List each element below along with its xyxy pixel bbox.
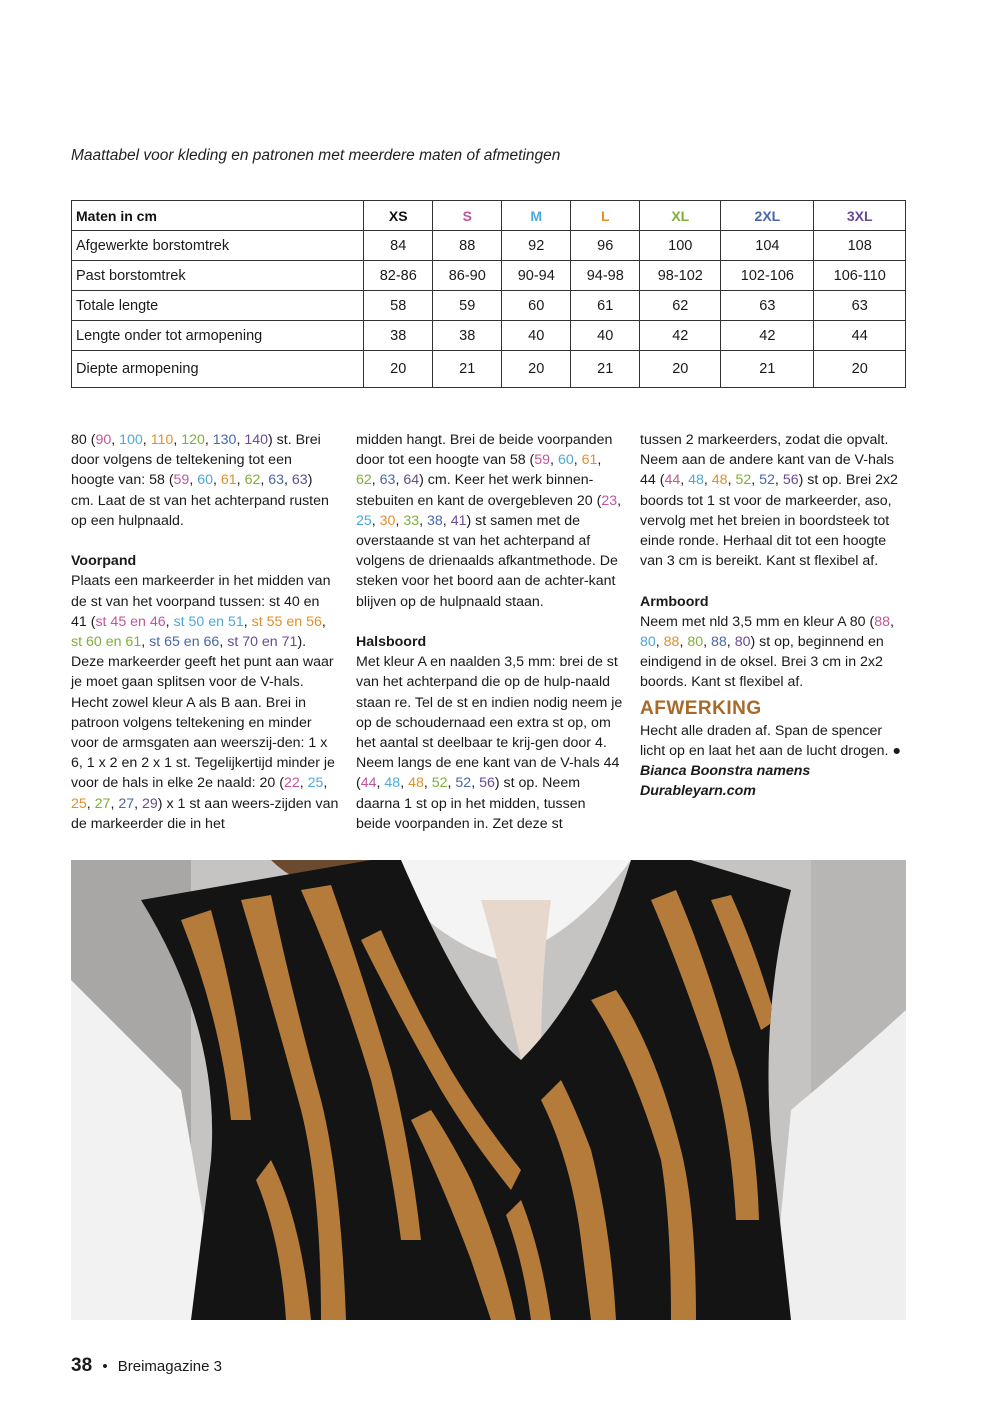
table-cell: 21 xyxy=(721,351,814,388)
size-value: 29 xyxy=(142,795,158,812)
text-segment: ) st. Brei door volgens de teltekening tot een hoogte van: 58 ( xyxy=(71,432,321,489)
table-cell: 20 xyxy=(364,351,433,388)
text-segment: , xyxy=(134,795,143,812)
size-value: 44 xyxy=(360,775,377,792)
size-value: 41 xyxy=(450,512,467,529)
page-number: 38 xyxy=(71,1355,93,1376)
size-header-xs: XS xyxy=(364,201,433,231)
text-segment: , xyxy=(189,472,198,489)
size-value: 90 xyxy=(95,432,112,448)
text-segment: , xyxy=(284,472,292,489)
sweater-vest-photo xyxy=(71,860,906,1320)
text-segment: Met kleur A en naalden 3,5 mm: brei de st van het achterpand die op de hulp-naald staan re. Tel de st en indien nodig neem je op de schoudernaad een extra st op, om het aantal st deelbaar te krij-gen door 4. Neem langs de ene kant van de V-hals 44 ( xyxy=(356,654,623,792)
table-cell: 106-110 xyxy=(814,261,906,291)
text-segment: , xyxy=(573,452,582,469)
table-cell: 58 xyxy=(364,291,433,321)
table-cell: 40 xyxy=(502,321,571,351)
table-cell: 38 xyxy=(364,321,433,351)
text-segment: , xyxy=(471,775,480,792)
size-value: 63 xyxy=(268,472,285,489)
size-value: 52 xyxy=(735,472,752,489)
text-segment: , xyxy=(299,775,308,792)
text-segment: Plaats een markeerder in het midden van de st van het voorpand tussen: st 40 en 41 ( xyxy=(71,573,331,630)
column-1 xyxy=(71,430,339,834)
table-cell: 40 xyxy=(571,321,640,351)
page-footer xyxy=(71,1355,222,1377)
table-cell: 20 xyxy=(814,351,906,388)
table-cell: 108 xyxy=(814,231,906,261)
size-value: 61 xyxy=(581,452,598,469)
table-cell: 38 xyxy=(433,321,502,351)
table-caption: Maattabel voor kleding en patronen met meerdere maten of afmetingen xyxy=(71,147,561,164)
text-segment: , xyxy=(371,512,380,529)
size-value: 59 xyxy=(173,472,190,489)
voorpanden-paragraph xyxy=(356,430,624,612)
halsboord-heading: Halsboord xyxy=(356,634,427,651)
text-segment: , xyxy=(703,634,712,651)
size-value: 25 xyxy=(307,775,324,792)
size-value: st 60 en 61 xyxy=(71,634,142,651)
text-segment: ). Deze markeerder geeft het punt aan waar je moet gaan splitsen voor de V-hals. Hecht zowel kleur A als B aan. Brei in patroon volgens teltekening en minder voor de armsgaten aan weerszij-den: 1 x 6, 1 x 2 en 2 x 1 st. Tegelijkertijd minder je voor de hals in elke 2e naald: 20 ( xyxy=(71,634,335,792)
halsboord-paragraph xyxy=(356,652,624,834)
table-cell: 96 xyxy=(571,231,640,261)
table-cell: 42 xyxy=(721,321,814,351)
table-cell: 90-94 xyxy=(502,261,571,291)
text-segment: , xyxy=(321,613,326,630)
text-segment: , xyxy=(550,452,558,469)
size-value: 27 xyxy=(118,795,135,812)
table-cell: 84 xyxy=(364,231,433,261)
size-header-m: M xyxy=(502,201,571,231)
halsboord-continued-paragraph xyxy=(640,430,908,571)
size-value: 63 xyxy=(291,472,308,489)
text-segment: 80 ( xyxy=(71,432,96,448)
size-value: 56 xyxy=(782,472,799,489)
size-value: 48 xyxy=(688,472,704,489)
size-value: 80 xyxy=(640,634,656,651)
size-value: st 45 en 46 xyxy=(95,613,166,630)
size-value: 48 xyxy=(408,775,424,792)
size-value: 80 xyxy=(734,634,751,651)
text-segment: , xyxy=(111,432,120,448)
row-label: Diepte armopening xyxy=(72,351,364,388)
table-cell: 86-90 xyxy=(433,261,502,291)
table-cell: 42 xyxy=(640,321,721,351)
size-value: 62 xyxy=(244,472,261,489)
size-value: 88 xyxy=(874,613,890,630)
size-table xyxy=(71,200,906,388)
text-segment: , xyxy=(86,795,95,812)
text-segment: midden hangt. Brei de beide voorpanden door tot een hoogte van 58 ( xyxy=(356,432,613,469)
table-row xyxy=(72,261,906,291)
table-cell: 98-102 xyxy=(640,261,721,291)
text-segment: , xyxy=(419,512,428,529)
size-value: 140 xyxy=(244,432,268,448)
size-value: st 55 en 56 xyxy=(251,613,322,630)
table-cell: 20 xyxy=(502,351,571,388)
size-value: 61 xyxy=(220,472,237,489)
text-segment: , xyxy=(371,472,380,489)
text-segment: , xyxy=(395,472,404,489)
size-value: 48 xyxy=(384,775,401,792)
text-segment: , xyxy=(165,613,174,630)
table-cell: 44 xyxy=(814,321,906,351)
table-cell: 102-106 xyxy=(721,261,814,291)
size-value: 33 xyxy=(403,512,420,529)
armboord-paragraph xyxy=(640,612,908,693)
footer-bullet: • xyxy=(102,1358,108,1375)
afwerking-paragraph: Hecht alle draden af. Span de spencer licht op en laat het aan de lucht drogen. ● xyxy=(640,722,901,759)
size-value: 27 xyxy=(94,795,111,812)
voorpand-paragraph xyxy=(71,571,339,834)
table-cell: 21 xyxy=(433,351,502,388)
text-segment: , xyxy=(617,492,622,509)
text-segment: , xyxy=(889,613,894,630)
table-cell: 60 xyxy=(502,291,571,321)
table-cell: 59 xyxy=(433,291,502,321)
voorpand-heading: Voorpand xyxy=(71,553,137,570)
table-cell: 94-98 xyxy=(571,261,640,291)
text-segment: ) st op. Neem daarna 1 st op in het midden, tussen beide voorpanden in. Zet deze st xyxy=(356,775,586,832)
text-segment: , xyxy=(726,634,735,651)
size-value: 52 xyxy=(455,775,472,792)
text-segment: , xyxy=(213,472,221,489)
size-value: 120 xyxy=(181,432,205,448)
text-segment: , xyxy=(400,775,409,792)
text-segment: , xyxy=(447,775,456,792)
text-segment: , xyxy=(703,472,712,489)
size-value: st 50 en 51 xyxy=(173,613,244,630)
table-cell: 82-86 xyxy=(364,261,433,291)
table-cell: 20 xyxy=(640,351,721,388)
size-value: 100 xyxy=(119,432,143,448)
size-value: 52 xyxy=(431,775,448,792)
text-segment: , xyxy=(141,634,150,651)
text-segment: , xyxy=(219,634,228,651)
size-value: 88 xyxy=(711,634,727,651)
size-value: 63 xyxy=(379,472,396,489)
text-segment: , xyxy=(236,432,245,448)
size-value: 80 xyxy=(687,634,704,651)
table-cell: 62 xyxy=(640,291,721,321)
size-header-2xl: 2XL xyxy=(721,201,814,231)
magazine-title: Breimagazine 3 xyxy=(117,1358,222,1375)
size-value: 56 xyxy=(479,775,495,792)
size-header-l: L xyxy=(571,201,640,231)
text-segment: ) cm. Keer het werk binnen-stebuiten en kant de overgebleven 20 ( xyxy=(356,472,602,509)
text-segment: , xyxy=(751,472,760,489)
size-value: 62 xyxy=(356,472,372,489)
text-segment: Neem met nld 3,5 mm en kleur A 80 ( xyxy=(640,613,875,630)
text-segment: , xyxy=(260,472,269,489)
size-value: 25 xyxy=(71,795,87,812)
text-segment: , xyxy=(110,795,119,812)
table-header-label: Maten in cm xyxy=(72,201,364,231)
size-value: 88 xyxy=(663,634,680,651)
text-segment: ) x 1 st aan weers-zijden van de markeerder die in het xyxy=(71,795,339,832)
row-label: Lengte onder tot armopening xyxy=(72,321,364,351)
text-segment: tussen 2 markeerders, zodat die opvalt. Neem aan de andere kant van de V-hals 44 ( xyxy=(640,432,894,489)
text-segment: , xyxy=(323,775,328,792)
text-segment: , xyxy=(680,472,689,489)
table-cell: 92 xyxy=(502,231,571,261)
size-value: 30 xyxy=(379,512,396,529)
row-label: Past borstomtrek xyxy=(72,261,364,291)
table-cell: 21 xyxy=(571,351,640,388)
text-segment: , xyxy=(442,512,451,529)
table-cell: 88 xyxy=(433,231,502,261)
text-segment: , xyxy=(597,452,602,469)
text-segment: , xyxy=(376,775,385,792)
size-value: 64 xyxy=(403,472,420,489)
size-value: 60 xyxy=(197,472,213,489)
text-segment: ) cm. Laat de st van het achterpand rusten op een hulpnaald. xyxy=(71,472,329,529)
table-cell: 104 xyxy=(721,231,814,261)
table-cell: 100 xyxy=(640,231,721,261)
size-value: 110 xyxy=(150,432,174,448)
size-value: st 70 en 71 xyxy=(227,634,298,651)
table-cell: 63 xyxy=(814,291,906,321)
size-value: 23 xyxy=(601,492,618,509)
table-row xyxy=(72,351,906,388)
row-label: Afgewerkte borstomtrek xyxy=(72,231,364,261)
size-value: 130 xyxy=(212,432,237,448)
text-segment: , xyxy=(243,613,252,630)
size-value: 60 xyxy=(557,452,574,469)
column-2 xyxy=(356,430,624,834)
text-segment: , xyxy=(395,512,404,529)
column-3 xyxy=(640,430,908,801)
size-value: 22 xyxy=(283,775,300,792)
size-header-xl: XL xyxy=(640,201,721,231)
size-value: 44 xyxy=(664,472,681,489)
table-header-row xyxy=(72,201,906,231)
text-segment: ) st op. Brei 2x2 boords tot 1 st voor de markeerder, aso, vervolg met het breien in boordsteek tot einde ronde. Herhaal dit tot een hoogte van 3 cm is bereikt. Kant st flexibel af. xyxy=(640,472,898,570)
row-label: Totale lengte xyxy=(72,291,364,321)
size-header-s: S xyxy=(433,201,502,231)
text-segment: , xyxy=(423,775,432,792)
table-row xyxy=(72,321,906,351)
size-value: 59 xyxy=(534,452,551,469)
table-row xyxy=(72,231,906,261)
size-value: 48 xyxy=(711,472,728,489)
table-cell: 63 xyxy=(721,291,814,321)
text-segment: , xyxy=(204,432,213,448)
size-value: 25 xyxy=(356,512,372,529)
size-value: 52 xyxy=(759,472,775,489)
author-signature: Bianca Boonstra namens Durableyarn.com xyxy=(640,763,811,800)
intro-paragraph xyxy=(71,430,339,531)
table-row xyxy=(72,291,906,321)
text-segment: , xyxy=(679,634,688,651)
afwerking-heading: AFWERKING xyxy=(640,697,762,719)
text-segment: ) st samen met de overstaande st van het achterpand af volgens de drienaalds afkantmethode. De steken voor het boord aan de achter-kant blijven op de hulpnaald staan. xyxy=(356,512,618,610)
size-header-3xl: 3XL xyxy=(814,201,906,231)
text-segment: , xyxy=(236,472,245,489)
armboord-heading: Armboord xyxy=(640,593,709,610)
text-segment: , xyxy=(655,634,664,651)
text-segment: ) st op, beginnend en eindigend in de oksel. Brei 3 cm in 2x2 boords. Kant st flexibel af. xyxy=(640,634,884,691)
table-cell: 61 xyxy=(571,291,640,321)
text-segment: , xyxy=(727,472,736,489)
text-segment: , xyxy=(142,432,151,448)
text-segment: , xyxy=(173,432,182,448)
size-value: 38 xyxy=(427,512,443,529)
text-segment: , xyxy=(774,472,783,489)
size-value: st 65 en 66 xyxy=(149,634,220,651)
